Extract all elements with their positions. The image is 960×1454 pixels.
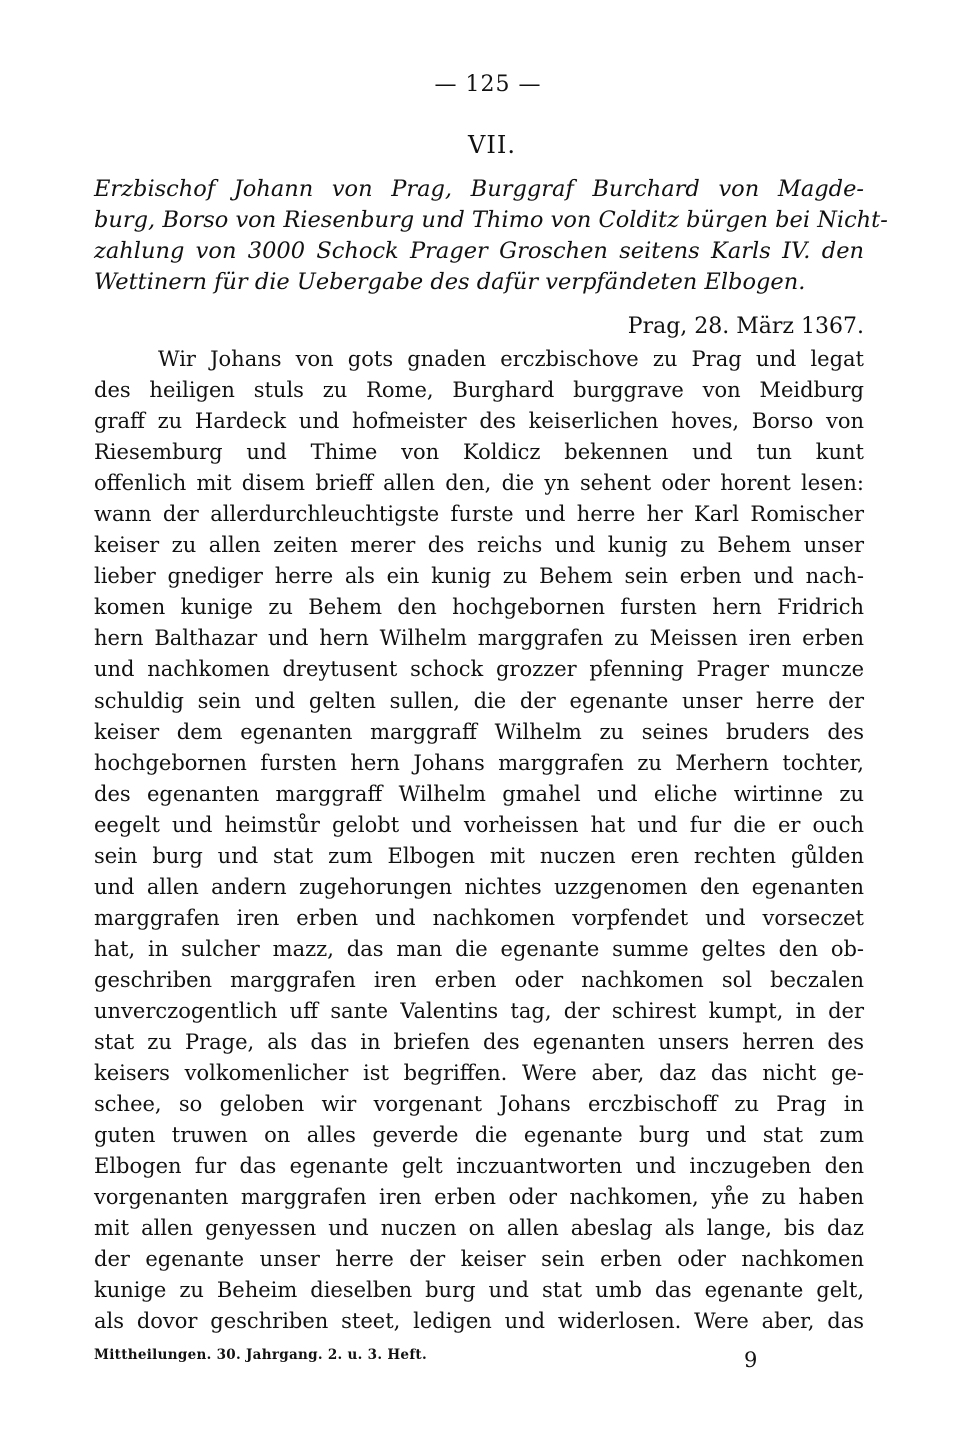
text-line: keisers volkomenlicher ist begriffen. Were aber, daz das nicht ge- — [94, 1061, 864, 1086]
text-line: der egenante unser herre der keiser sein erben oder nachkomen — [94, 1247, 864, 1272]
text-line: und nachkomen dreytusent schock grozzer pfenning Prager muncze — [94, 657, 864, 682]
text-line: schuldig sein und gelten sullen, die der egenante unser herre der — [94, 688, 864, 713]
text-line: graff zu Hardeck und hofmeister des keiserlichen hoves, Borso von — [94, 409, 864, 434]
text-line: des heiligen stuls zu Rome, Burghard burggrave von Meidburg — [94, 378, 864, 403]
heading-line: zahlung von 3000 Schock Prager Groschen seitens Karls IV. den — [94, 238, 864, 264]
body-text — [94, 344, 864, 1338]
text-line: und allen andern zugehorungen nichtes uzzgenomen den egenanten — [94, 874, 864, 899]
text-line: hern Balthazar und hern Wilhelm marggrafen zu Meissen iren erben — [94, 626, 864, 651]
text-line: des egenanten marggraff Wilhelm gmahel und eliche wirtinne zu — [94, 781, 864, 806]
footer-sheet-mark: 9 — [744, 1348, 758, 1372]
text-line: Elbogen fur das egenante gelt inczuantworten und inczugeben den — [94, 1154, 864, 1179]
text-line: vorgenanten marggrafen iren erben oder nachkomen, yn̊e zu haben — [94, 1185, 864, 1210]
heading-line: Wettinern für die Uebergabe des dafür verpfändeten Elbogen. — [94, 269, 806, 295]
text-line: stat zu Prage, als das in briefen des egenanten unsers herren des — [94, 1030, 864, 1055]
text-line: marggrafen iren erben und nachkomen vorpfendet und vorseczet — [94, 905, 864, 930]
footer-signature: Mittheilungen. 30. Jahrgang. 2. u. 3. Heft. — [94, 1347, 427, 1363]
text-line: mit allen genyessen und nuczen on allen abeslag als lange, bis daz — [94, 1216, 864, 1241]
text-line: wann der allerdurchleuchtigste furste und herre her Karl Romischer — [94, 502, 864, 527]
text-line: komen kunige zu Behem den hochgebornen fursten hern Fridrich — [94, 595, 864, 620]
text-line: guten truwen on alles geverde die egenante burg und stat zum — [94, 1123, 864, 1148]
text-line: offenlich mit disem brieff allen den, die yn sehent oder horent lesen: — [94, 471, 864, 496]
text-line: geschriben marggrafen iren erben oder nachkomen sol beczalen — [94, 967, 864, 992]
text-line: hochgebornen fursten hern Johans marggrafen zu Merhern tochter, — [94, 750, 864, 775]
text-line: hat, in sulcher mazz, das man die egenante summe geltes den ob- — [94, 936, 864, 961]
heading-line: Erzbischof Johann von Prag, Burggraf Burchard von Magde- — [94, 176, 864, 202]
text-line: Wir Johans von gots gnaden erczbischove zu Prag und legat — [158, 347, 864, 371]
text-line: Riesemburg und Thime von Koldicz bekennen und tun kunt — [94, 440, 864, 465]
text-line: lieber gnediger herre als ein kunig zu Behem sein erben und nach- — [94, 564, 864, 589]
text-line: keiser dem egenanten marggraff Wilhelm zu seines bruders des — [94, 719, 864, 744]
dateline: Prag, 28. März 1367. — [627, 314, 864, 339]
text-line: schee, so geloben wir vorgenant Johans erczbischoff zu Prag in — [94, 1092, 864, 1117]
text-line: als dovor geschriben steet, ledigen und widerlosen. Were aber, das — [94, 1309, 864, 1334]
document-heading — [94, 174, 888, 298]
text-line: kunige zu Beheim dieselben burg und stat umb das egenante gelt, — [94, 1278, 864, 1303]
text-line: unverczogentlich uff sante Valentins tag, der schirest kumpt, in der — [94, 998, 864, 1023]
heading-line: burg, Borso von Riesenburg und Thimo von Colditz bürgen bei Nicht- — [94, 207, 888, 233]
page-number: — 125 — — [434, 72, 542, 97]
text-line: eegelt und heimstůr gelobt und vorheissen hat und fur die er ouch — [94, 812, 864, 837]
section-numeral: VII. — [468, 131, 516, 159]
text-line: keiser zu allen zeiten merer des reichs und kunig zu Behem unser — [94, 533, 864, 558]
text-line: sein burg und stat zum Elbogen mit nuczen eren rechten gůlden — [94, 843, 864, 868]
